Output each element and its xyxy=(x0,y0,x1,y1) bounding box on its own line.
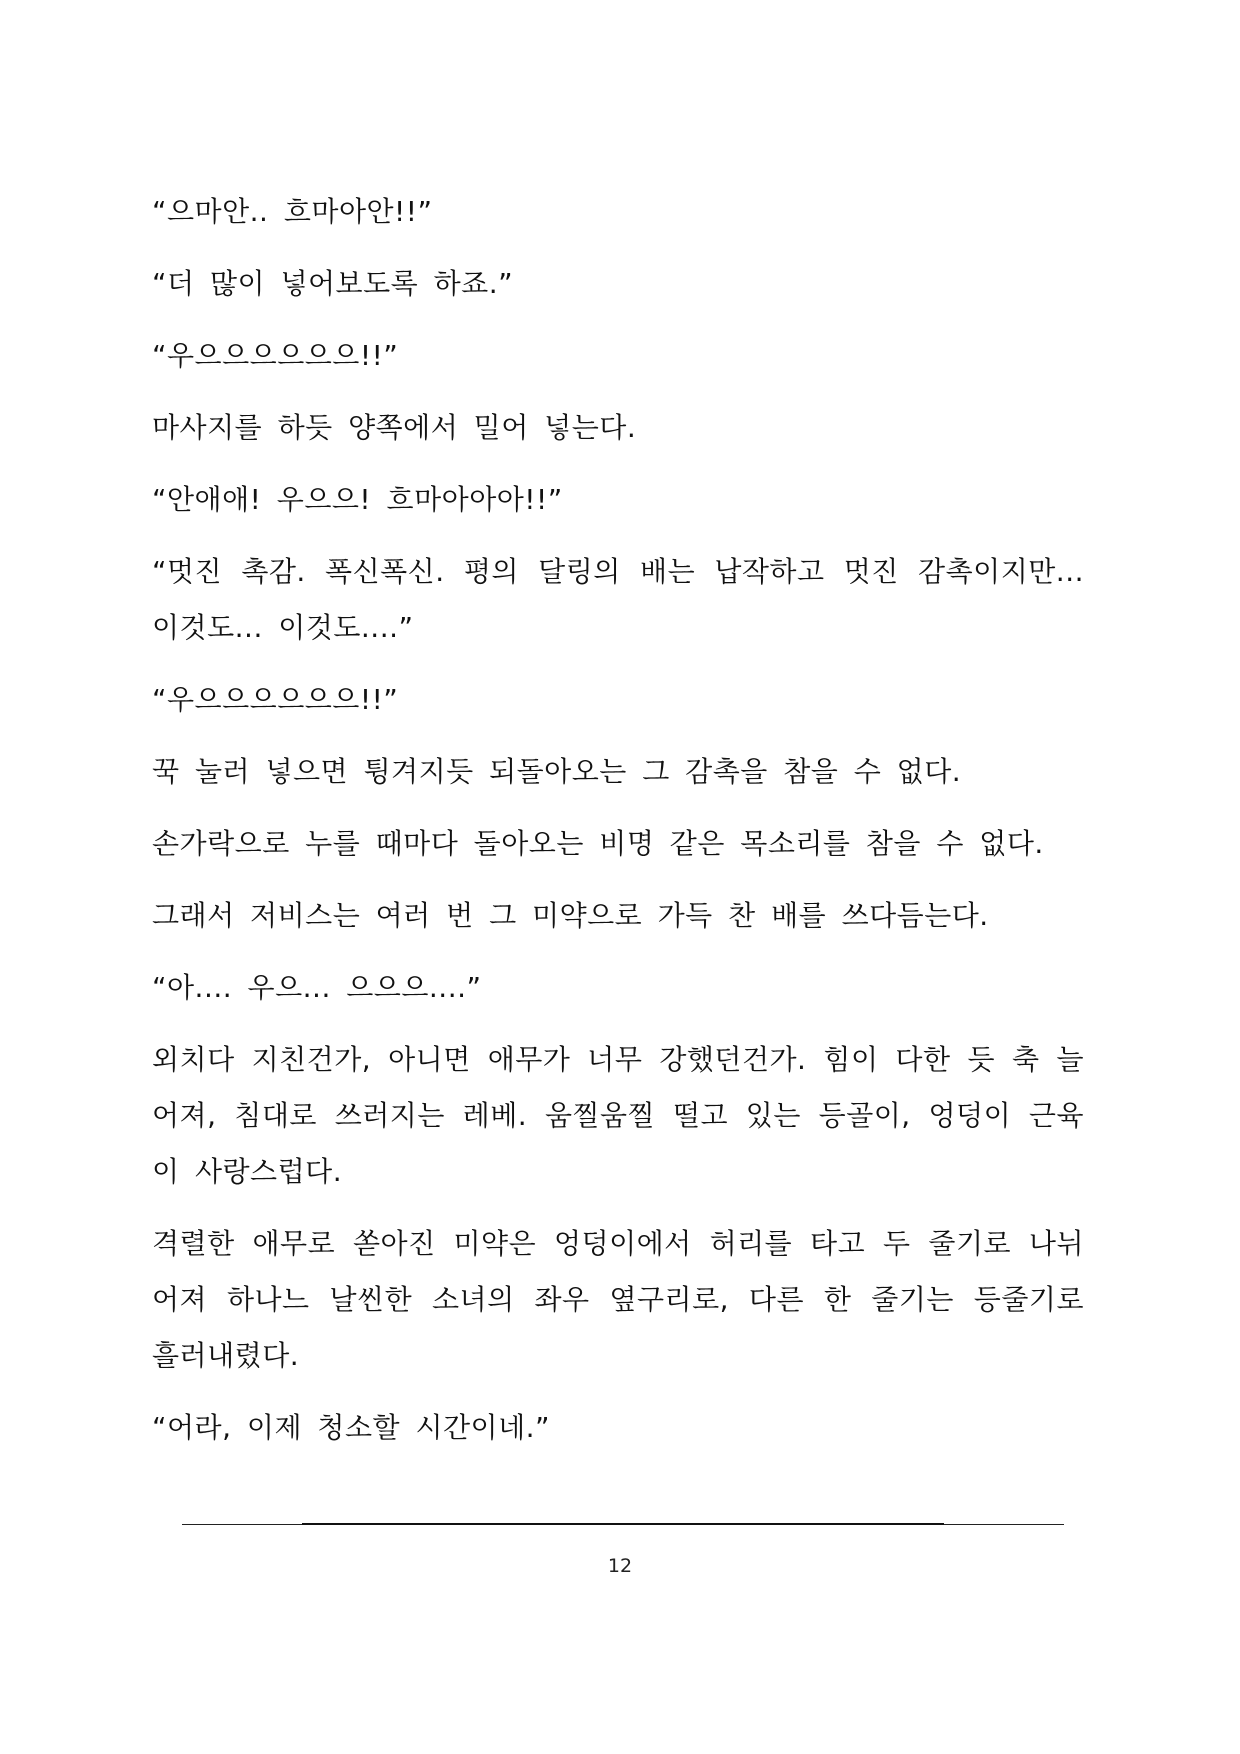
text-body xyxy=(152,184,1084,1472)
page-number: 12 xyxy=(607,1555,633,1577)
footer-divider-accent xyxy=(302,1523,944,1525)
paragraph: “우으으으으으으!!” xyxy=(152,683,399,716)
paragraph: 꾹 눌러 넣으면 튕겨지듯 되돌아오는 그 감촉을 참을 수 없다. xyxy=(152,755,962,788)
paragraph: “멋진 촉감. 폭신폭신. 평의 달링의 배는 납작하고 멋진 감촉이지만... 이것도... 이것도....” xyxy=(152,555,1084,644)
paragraph: 격렬한 애무로 쏟아진 미약은 엉덩이에서 허리를 타고 두 줄기로 나뉘어져 하나느 날씬한 소녀의 좌우 옆구리로, 다른 한 줄기는 등줄기로 흘러내렸다. xyxy=(152,1227,1084,1372)
paragraph: “으마안.. 흐마아안!!” xyxy=(152,195,433,228)
paragraph: “우으으으으으으!!” xyxy=(152,339,399,372)
paragraph: “어라, 이제 청소할 시간이네.” xyxy=(152,1411,551,1444)
paragraph: 외치다 지친건가, 아니면 애무가 너무 강했던건가. 힘이 다한 듯 축 늘어져, 침대로 쓰러지는 레베. 움찔움찔 떨고 있는 등골이, 엉덩이 근육이 사랑스럽다. xyxy=(152,1043,1084,1188)
paragraph: “더 많이 넣어보도록 하죠.” xyxy=(152,267,514,300)
paragraph: 마사지를 하듯 양쪽에서 밀어 넣는다. xyxy=(152,411,637,444)
paragraph: “안애애! 우으으! 흐마아아아!!” xyxy=(152,483,563,516)
paragraph: 손가락으로 누를 때마다 돌아오는 비명 같은 목소리를 참을 수 없다. xyxy=(152,827,1044,860)
paragraph: 그래서 저비스는 여러 번 그 미약으로 가득 찬 배를 쓰다듬는다. xyxy=(152,899,989,932)
paragraph: “아.... 우으... 으으으....” xyxy=(152,971,482,1004)
